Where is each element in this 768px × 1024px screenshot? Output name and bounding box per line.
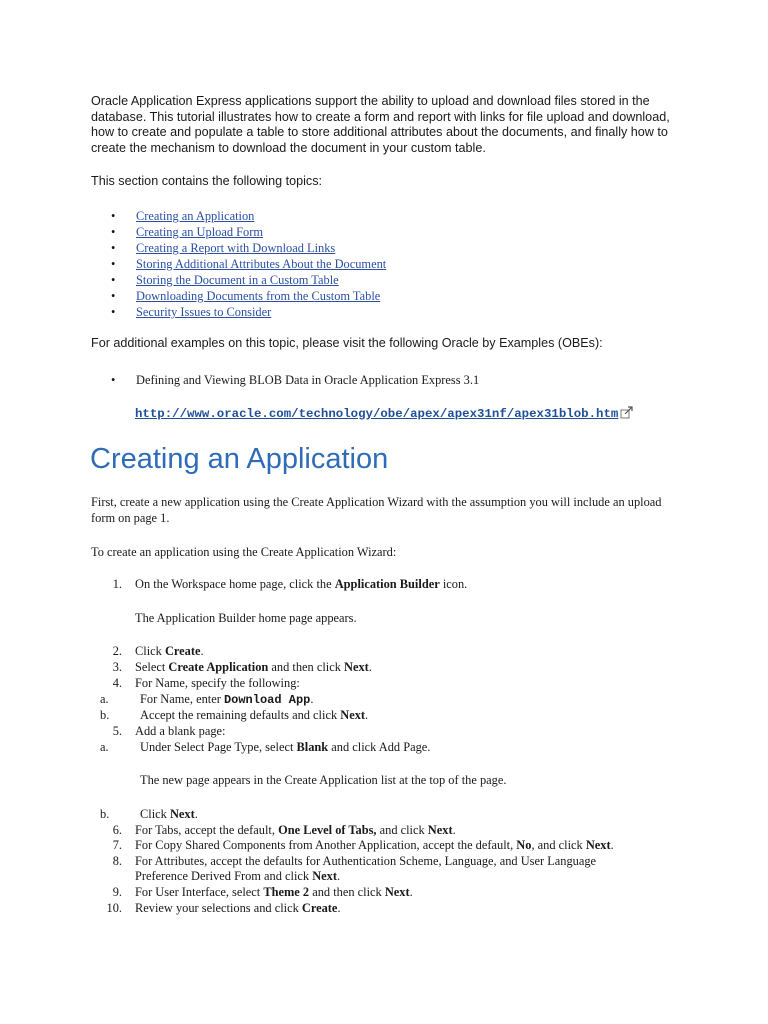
code-download-app: Download App xyxy=(223,693,311,707)
step-number: 10. xyxy=(106,901,122,915)
bullet: • xyxy=(111,273,116,287)
list-item xyxy=(111,256,561,272)
substep-letter: b. xyxy=(100,807,110,821)
step-10: Review your selections and click Create. xyxy=(135,901,341,915)
topics-list xyxy=(111,208,561,320)
substep-letter: a. xyxy=(100,740,109,754)
list-item xyxy=(111,224,561,240)
step-8-line-1: For Attributes, accept the defaults for Authentication Scheme, Language, and User Language xyxy=(135,854,597,868)
step-number: 1. xyxy=(112,577,122,591)
obe-lead: For additional examples on this topic, please visit the following Oracle by Examples (OBEs): xyxy=(91,336,603,350)
topic-link-additional-attributes[interactable]: Storing Additional Attributes About the Document xyxy=(136,257,387,271)
wizard-lead: To create an application using the Create Application Wizard: xyxy=(91,545,397,559)
bullet: • xyxy=(111,241,116,255)
intro-paragraph: Oracle Application Express applications support the ability to upload and download files stored in the database. This tutorial illustrates how to create a form and report with links for file upload and download, how to create and populate a table to store additional attributes about the documents, and finally how to create the mechanism to download the document in your custom table. xyxy=(91,94,670,155)
topic-link-downloading-documents[interactable]: Downloading Documents from the Custom Table xyxy=(136,289,381,303)
topic-link-report-download-links[interactable]: Creating a Report with Download Links xyxy=(136,241,336,255)
step-5a-note: The new page appears in the Create Application list at the top of the page. xyxy=(140,773,507,787)
list-item xyxy=(111,304,561,320)
bullet: • xyxy=(111,289,116,303)
bullet: • xyxy=(111,305,116,319)
list-item xyxy=(111,208,561,224)
bullet: • xyxy=(111,373,116,387)
obe-url-line xyxy=(135,406,634,424)
bullet: • xyxy=(111,257,116,271)
step-3: Select Create Application and then click Next. xyxy=(135,660,372,674)
step-2: Click Create. xyxy=(135,644,204,658)
topic-link-security-issues[interactable]: Security Issues to Consider xyxy=(136,305,272,319)
step-8-line-2: Preference Derived From and click Next. xyxy=(135,869,341,883)
section-first-paragraph: First, create a new application using the Create Application Wizard with the assumption you will include an upload form on page 1. xyxy=(91,495,662,525)
external-link-icon[interactable] xyxy=(620,406,634,424)
step-number: 5. xyxy=(112,724,122,738)
step-number: 7. xyxy=(112,838,122,852)
bullet: • xyxy=(111,225,116,239)
step-number: 2. xyxy=(112,644,122,658)
step-number: 8. xyxy=(112,854,122,868)
step-9: For User Interface, select Theme 2 and then click Next. xyxy=(135,885,413,899)
step-4a: For Name, enter Download App. xyxy=(140,692,314,707)
step-4b: Accept the remaining defaults and click Next. xyxy=(140,708,369,722)
step-1-note: The Application Builder home page appears. xyxy=(135,611,357,625)
step-7: For Copy Shared Components from Another Application, accept the default, No, and click Next. xyxy=(135,838,614,852)
bullet: • xyxy=(111,209,116,223)
substep-letter: b. xyxy=(100,708,110,722)
step-5a: Under Select Page Type, select Blank and click Add Page. xyxy=(140,740,431,754)
substep-letter: a. xyxy=(100,692,109,706)
step-6: For Tabs, accept the default, One Level of Tabs, and click Next. xyxy=(135,823,456,837)
topic-link-upload-form[interactable]: Creating an Upload Form xyxy=(136,225,263,239)
step-number: 3. xyxy=(112,660,122,674)
list-item xyxy=(111,288,561,304)
topic-link-custom-table[interactable]: Storing the Document in a Custom Table xyxy=(136,273,339,287)
step-5: Add a blank page: xyxy=(135,724,226,738)
obe-url-link[interactable]: http://www.oracle.com/technology/obe/apex/apex31nf/apex31blob.htm xyxy=(135,407,619,421)
step-4: For Name, specify the following: xyxy=(135,676,300,690)
step-number: 9. xyxy=(112,885,122,899)
section-heading: Creating an Application xyxy=(90,443,389,475)
step-number: 6. xyxy=(112,823,122,837)
topic-link-creating-application[interactable]: Creating an Application xyxy=(136,209,255,223)
step-number: 4. xyxy=(112,676,122,690)
step-5b: Click Next. xyxy=(140,807,198,821)
step-1: On the Workspace home page, click the Application Builder icon. xyxy=(135,577,468,591)
topics-lead: This section contains the following topics: xyxy=(91,174,323,188)
obe-item-text: Defining and Viewing BLOB Data in Oracle Application Express 3.1 xyxy=(136,373,480,387)
list-item xyxy=(111,240,561,256)
list-item xyxy=(111,272,561,288)
